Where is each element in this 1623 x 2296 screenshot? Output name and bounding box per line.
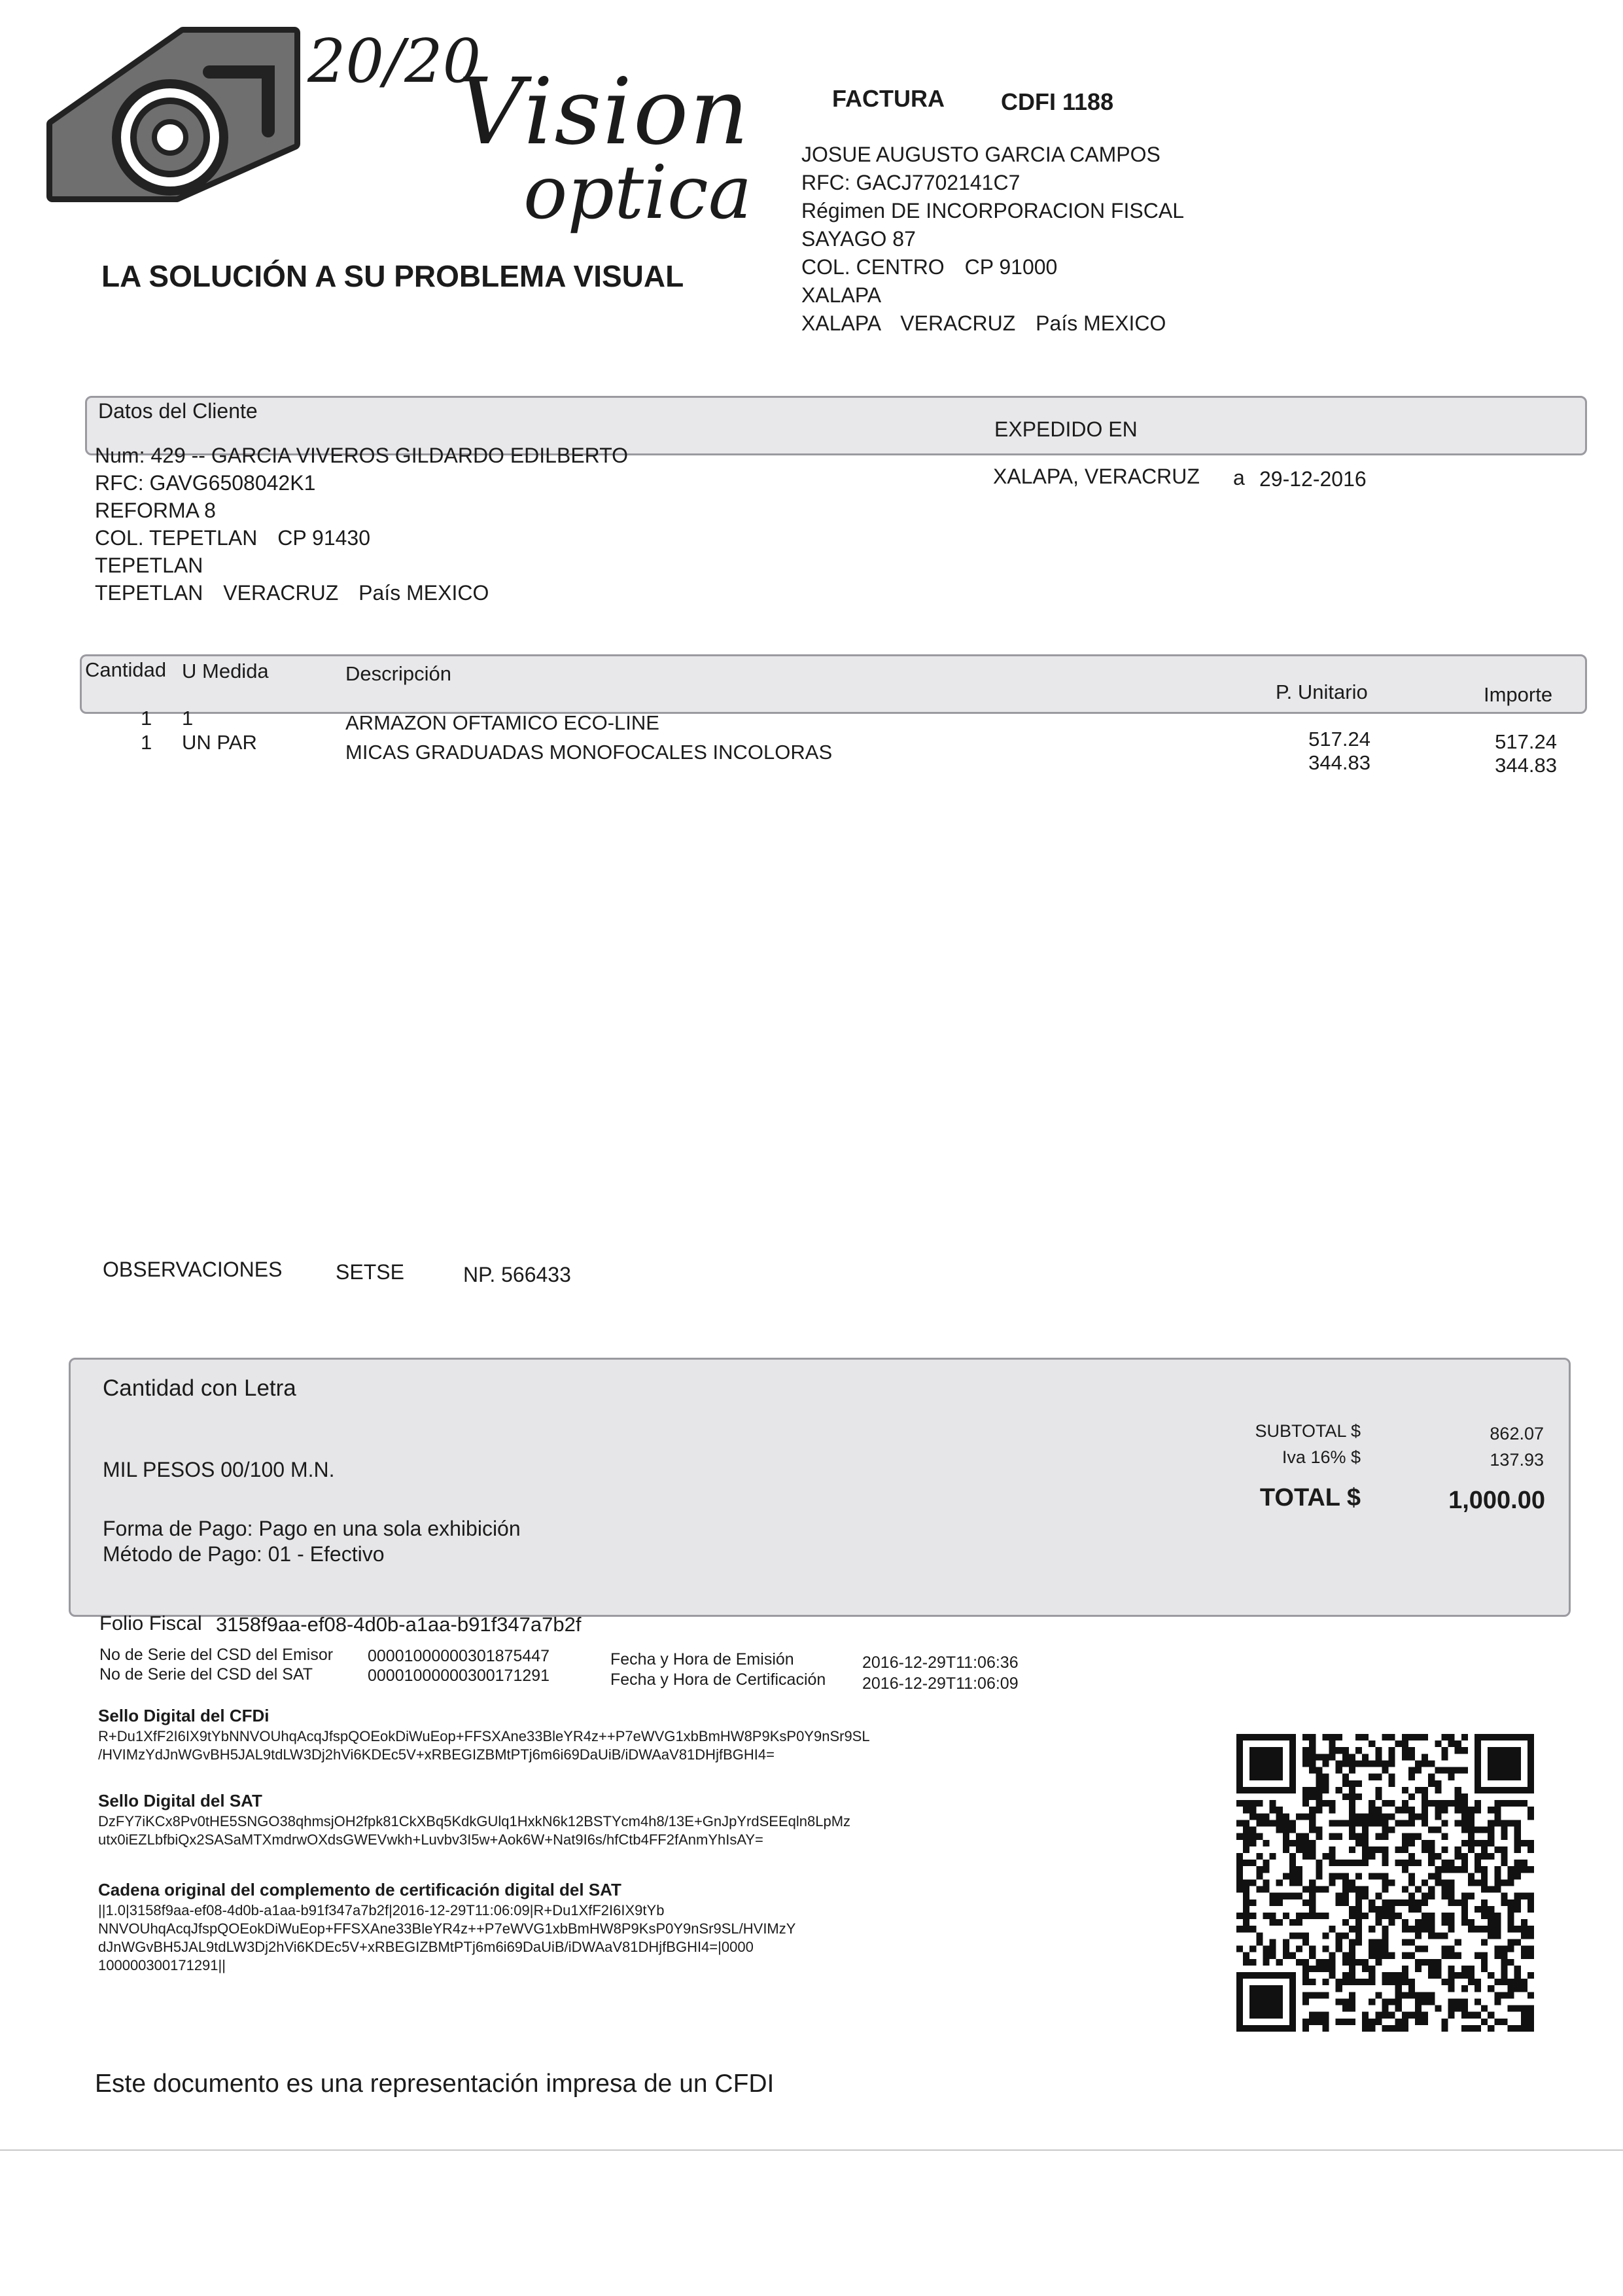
issuer-block xyxy=(801,141,1184,338)
issuer-colonia-line xyxy=(801,253,1184,281)
col-importe: Importe xyxy=(1484,683,1553,706)
total-label: TOTAL $ xyxy=(1259,1484,1361,1511)
cadena-line: dJnWGvBH5JAL9tdLW3Dj2hVi6KDEc5V+xRBEGIZBMtPTj6m6i69DaUiB/iDWAaV81DHjfBGHI4=|0000 xyxy=(98,1939,754,1955)
client-pais: País MEXICO xyxy=(358,581,489,605)
issuer-cp: CP 91000 xyxy=(964,255,1058,279)
issuer-municipio: XALAPA xyxy=(801,311,881,335)
client-colonia-line xyxy=(95,524,628,552)
client-cp: CP 91430 xyxy=(277,526,371,550)
item-descripcion: ARMAZON OFTAMICO ECO-LINE xyxy=(345,711,659,734)
emision-label: Fecha y Hora de Emisión xyxy=(610,1650,794,1669)
expedido-a: a xyxy=(1233,466,1245,489)
col-descripcion: Descripción xyxy=(345,662,451,685)
sello-cfdi xyxy=(98,1727,870,1764)
item-punitario: 344.83 xyxy=(1308,751,1370,774)
expedido-place: XALAPA, VERACRUZ xyxy=(993,465,1200,488)
sello-cfdi-line: /HVIMzYdJnWGvBH5JAL9tdLW3Dj2hVi6KDEc5V+xRBEGIZBMtPTj6m6i69DaUiB/iDWAaV81DHjfBGHI4= xyxy=(98,1746,775,1763)
tagline: LA SOLUCIÓN A SU PROBLEMA VISUAL xyxy=(101,259,684,293)
folio-fiscal: 3158f9aa-ef08-4d0b-a1aa-b91f347a7b2f xyxy=(216,1613,582,1636)
client-region-line xyxy=(95,579,628,607)
client-estado: VERACRUZ xyxy=(223,581,339,605)
cantidad-letra-value: MIL PESOS 00/100 M.N. xyxy=(103,1458,335,1481)
sello-sat xyxy=(98,1812,850,1849)
issuer-rfc: RFC: GACJ7702141C7 xyxy=(801,171,1021,194)
observaciones-value1: SETSE xyxy=(336,1260,404,1284)
issuer-pais: País MEXICO xyxy=(1036,311,1166,335)
cadena-line: NNVOUhqAcqJfspQOEokDiWuEop+FFSXAne33BleYR4z++P7eWVG1xbBmHW8P9KsP0Y9nSr9SL/HVIMzY xyxy=(98,1920,796,1937)
item-cantidad: 1 xyxy=(141,707,152,730)
cadena-original xyxy=(98,1901,795,1975)
issuer-regimen: Régimen DE INCORPORACION FISCAL xyxy=(801,199,1185,222)
client-city: TEPETLAN xyxy=(95,554,203,577)
total-value: 1,000.00 xyxy=(1448,1487,1545,1514)
client-municipio: TEPETLAN xyxy=(95,581,203,605)
footer-note: Este documento es una representación impresa de un CFDI xyxy=(95,2070,775,2098)
cadena-line: ||1.0|3158f9aa-ef08-4d0b-a1aa-b91f347a7b2f|2016-12-29T11:06:09|R+Du1XfF2I6IX9tYb xyxy=(98,1902,665,1918)
sello-cfdi-line: R+Du1XfF2I6IX9tYbNNVOUhqAcqJfspQOEokDiWuEop+FFSXAne33BleYR4z++P7eWVG1xbBmHW8P9KsP0Y9nSr9SL xyxy=(98,1728,870,1744)
eye-logo-icon xyxy=(46,26,301,203)
sello-sat-label: Sello Digital del SAT xyxy=(98,1791,262,1810)
logo-subbrand: optica xyxy=(523,150,752,236)
folio-fiscal-label: Folio Fiscal xyxy=(99,1612,202,1634)
emision-value: 2016-12-29T11:06:36 xyxy=(862,1653,1019,1672)
issuer-street: SAYAGO 87 xyxy=(801,227,916,251)
item-cantidad: 1 xyxy=(141,731,152,754)
forma-pago: Forma de Pago: Pago en una sola exhibición xyxy=(103,1517,521,1540)
cantidad-letra-label: Cantidad con Letra xyxy=(103,1375,296,1401)
client-block xyxy=(95,442,628,607)
cadena-line: 100000300171291|| xyxy=(98,1957,226,1973)
certificacion-label: Fecha y Hora de Certificación xyxy=(610,1670,826,1689)
issuer-name: JOSUE AUGUSTO GARCIA CAMPOS xyxy=(801,143,1161,166)
csd-sat: 00001000000300171291 xyxy=(368,1667,550,1685)
item-punitario: 517.24 xyxy=(1308,728,1370,751)
csd-emisor-label: No de Serie del CSD del Emisor xyxy=(99,1646,334,1664)
invoice-number: CDFI 1188 xyxy=(1001,88,1114,115)
qr-code-icon xyxy=(1236,1734,1534,2032)
csd-emisor: 00001000000301875447 xyxy=(368,1647,550,1665)
item-umedida: UN PAR xyxy=(182,731,257,754)
iva-value: 137.93 xyxy=(1490,1450,1544,1470)
client-num-name: Num: 429 -- GARCIA VIVEROS GILDARDO EDILBERTO xyxy=(95,444,629,467)
sello-sat-line: utx0iEZLbfbiQx2SASaMTXmdrwOXdsGWEVwkh+Luvbv3I5w+Aok6W+Nat9I6s/hfCtb4FF2fAnmYhIsAY= xyxy=(98,1831,763,1848)
issuer-city: XALAPA xyxy=(801,283,882,307)
issuer-region-line xyxy=(801,309,1184,338)
metodo-pago: Método de Pago: 01 - Efectivo xyxy=(103,1542,385,1566)
iva-label: Iva 16% $ xyxy=(1282,1447,1361,1467)
col-punitario: P. Unitario xyxy=(1276,680,1368,703)
csd-sat-label: No de Serie del CSD del SAT xyxy=(99,1665,313,1684)
sello-sat-line: DzFY7iKCx8Pv0tHE5SNGO38qhmsjOH2fpk81CkXBq5KdkGUlq1HxkN6k12BSTYcm4h8/13E+GnJpYrdSEEqln8LpMz xyxy=(98,1813,851,1829)
observaciones-value2: NP. 566433 xyxy=(463,1263,571,1286)
item-descripcion: MICAS GRADUADAS MONOFOCALES INCOLORAS xyxy=(345,741,833,764)
client-colonia: COL. TEPETLAN xyxy=(95,526,258,550)
item-umedida: 1 xyxy=(182,707,194,730)
certificacion-value: 2016-12-29T11:06:09 xyxy=(862,1674,1019,1693)
issuer-colonia: COL. CENTRO xyxy=(801,255,945,279)
col-umedida: U Medida xyxy=(182,660,269,682)
client-section-title: Datos del Cliente xyxy=(98,399,258,423)
col-cantidad: Cantidad xyxy=(85,658,167,681)
logo-numeral: 20/20 xyxy=(307,26,481,96)
issuer-estado: VERACRUZ xyxy=(900,311,1016,335)
invoice-type: FACTURA xyxy=(832,85,945,112)
expedido-label: EXPEDIDO EN xyxy=(994,417,1138,441)
footer-divider xyxy=(0,2149,1623,2151)
item-importe: 517.24 xyxy=(1495,730,1557,753)
client-rfc: RFC: GAVG6508042K1 xyxy=(95,471,316,495)
client-street: REFORMA 8 xyxy=(95,499,216,522)
logo-brand: Vision xyxy=(458,59,750,166)
subtotal-label: SUBTOTAL $ xyxy=(1255,1421,1361,1441)
expedido-date: 29-12-2016 xyxy=(1259,467,1367,491)
cadena-label: Cadena original del complemento de certificación digital del SAT xyxy=(98,1880,621,1899)
sello-cfdi-label: Sello Digital del CFDi xyxy=(98,1706,270,1725)
subtotal-value: 862.07 xyxy=(1490,1424,1544,1443)
item-importe: 344.83 xyxy=(1495,754,1557,777)
observaciones-label: OBSERVACIONES xyxy=(103,1258,283,1281)
